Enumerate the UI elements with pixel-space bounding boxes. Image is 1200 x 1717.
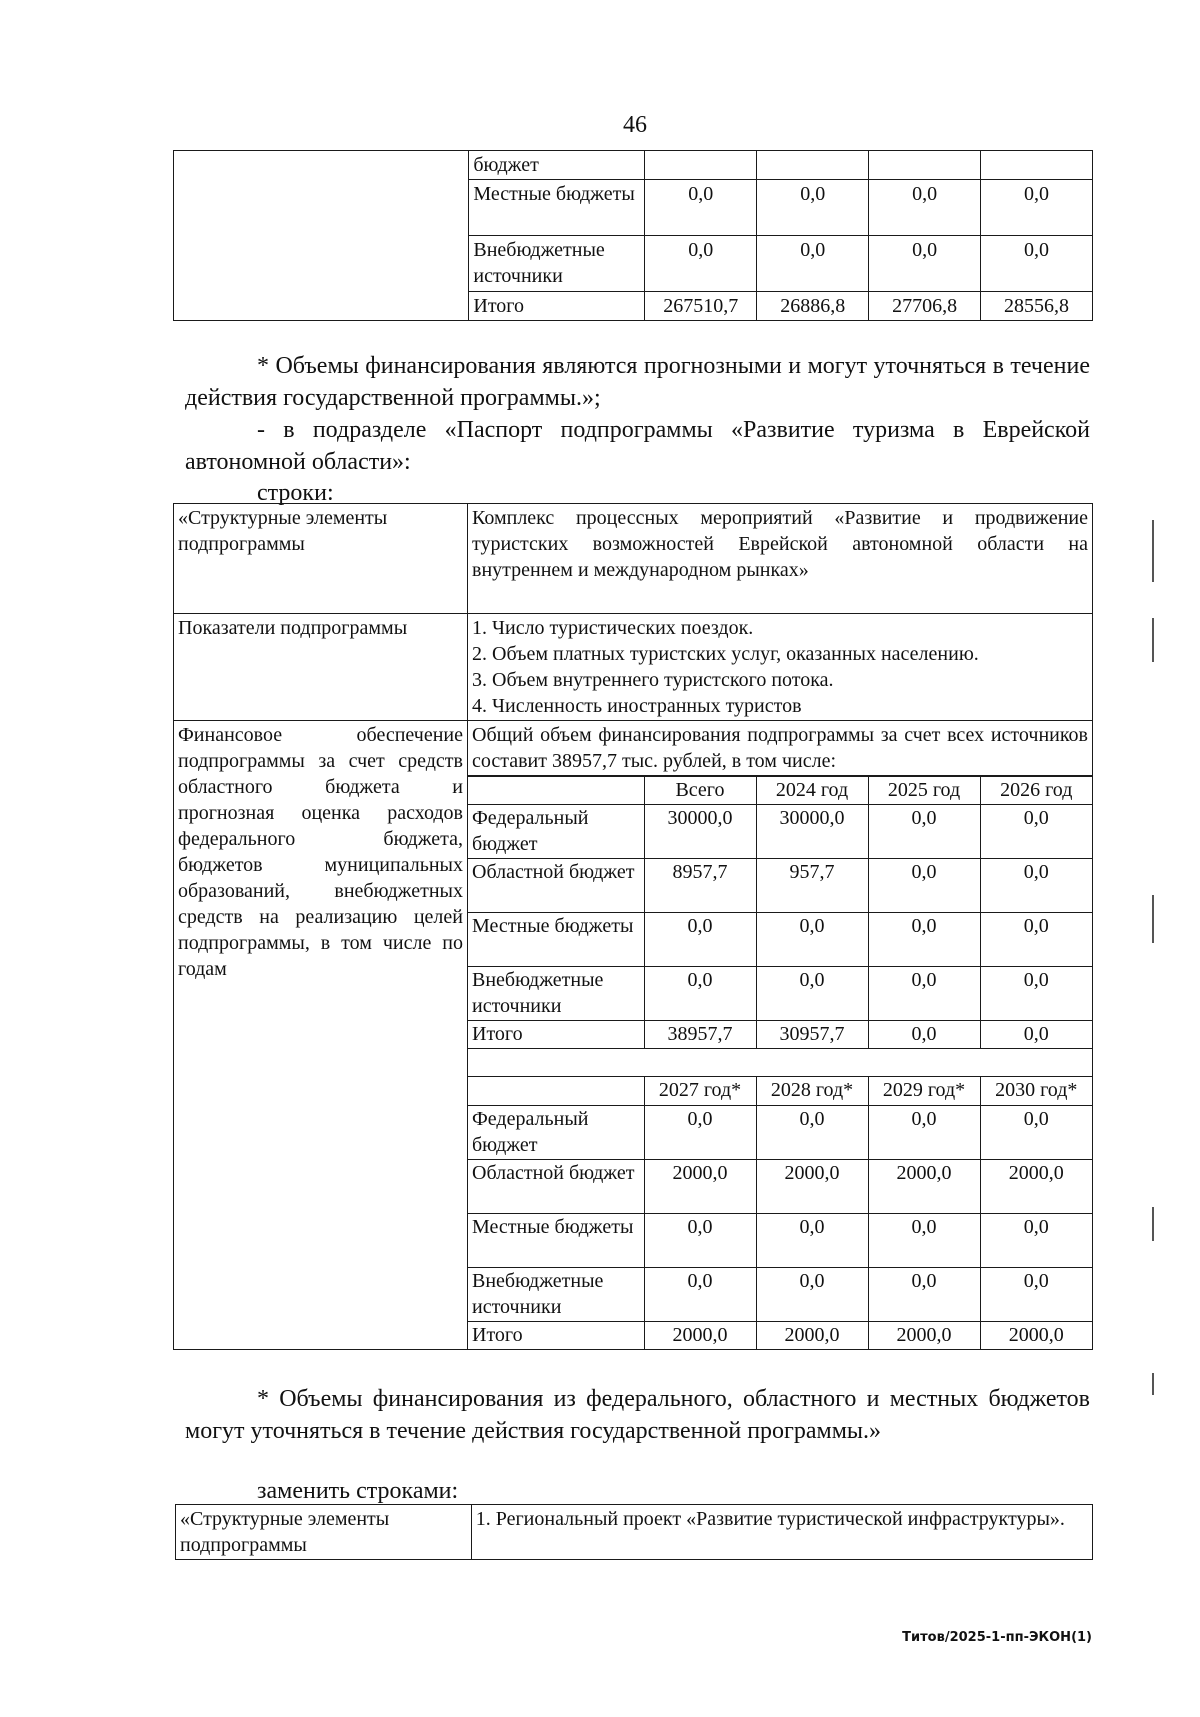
- financing-label: Финансовое обеспечение подпрограммы за счет средств областного бюджета и прогнозная оценка расходов федерального бюджета, бюджетов муниципальных образований, внебюджетных средств на реализацию целей подпрограммы, в том числе по годам: [174, 721, 468, 1350]
- column-header: 2027 год*: [644, 1077, 756, 1105]
- row-label: бюджет: [469, 151, 645, 180]
- financing-table-2027: 2027 год* 2028 год* 2029 год* 2030 год* Федеральный бюджет 0,0 0,0 0,0 0,0 Областной бюджет 2000,0 2000,0 2000,0 2000,0 Местные бюджеты 0,0 0,0 0,0 0,0 Внебюджетные источники 0,0 0,0 0,0 0,0 Итого 2000,0 2000,0 2000,0 2000,0: [468, 1077, 1092, 1349]
- indicator-item: 4. Численность иностранных туристов: [472, 695, 802, 717]
- empty-left-cell: [174, 151, 469, 321]
- spacer-row: [468, 1049, 1092, 1077]
- row-label: Внебюджетные источники: [469, 236, 645, 292]
- indicator-item: 2. Объем платных туристских услуг, оказанных населению.: [472, 643, 979, 665]
- indicators-label: Показатели подпрограммы: [174, 614, 468, 721]
- indicators-list: [468, 614, 1093, 721]
- label-stroki: строки:: [257, 480, 334, 506]
- label-zamenit: заменить строками:: [257, 1478, 459, 1504]
- continuation-table: бюджет Местные бюджеты 0,0 0,0 0,0 0,0 Внебюджетные источники 0,0 0,0 0,0 0,0 Итого 267510,7 26886,8 27706,8 28556,8: [173, 150, 1093, 321]
- column-header: 2029 год*: [868, 1077, 980, 1105]
- scan-mark: [1152, 1373, 1154, 1395]
- column-header: 2026 год: [980, 777, 1092, 805]
- scan-mark: [1152, 1207, 1154, 1241]
- replacement-table: [175, 1504, 1093, 1560]
- column-header: 2030 год*: [980, 1077, 1092, 1105]
- indicator-item: 1. Число туристических поездок.: [472, 617, 754, 639]
- financing-intro: Общий объем финансирования подпрограммы за счет всех источников составит 38957,7 тыс. рублей, в том числе:: [468, 721, 1092, 776]
- row-label: Итого: [468, 1021, 644, 1049]
- document-code: Титов/2025-1-пп-ЭКОН(1): [902, 1630, 1092, 1645]
- footnote-paragraph-2: * Объемы финансирования из федерального, областного и местных бюджетов могут уточняться в течение действия государственной программы.»: [185, 1386, 1090, 1444]
- page-number: 46: [623, 112, 647, 138]
- scan-mark: [1152, 618, 1154, 662]
- column-header: 2024 год: [756, 777, 868, 805]
- column-header: Всего: [644, 777, 756, 805]
- scan-mark: [1152, 895, 1154, 943]
- passport-table: [173, 503, 1093, 1350]
- column-header: 2028 год*: [756, 1077, 868, 1105]
- column-header: 2025 год: [868, 777, 980, 805]
- row-label: Местные бюджеты: [468, 1213, 644, 1267]
- structural-elements-value: Комплекс процессных мероприятий «Развитие и продвижение туристских возможностей Еврейской автономной области на внутреннем и международном рынках»: [468, 504, 1093, 614]
- structural-elements-label: «Структурные элементы подпрограммы: [176, 1505, 472, 1560]
- structural-elements-label: «Структурные элементы подпрограммы: [174, 504, 468, 614]
- subsection-paragraph: - в подразделе «Паспорт подпрограммы «Развитие туризма в Еврейской автономной области»:: [185, 417, 1090, 475]
- row-label: Федеральный бюджет: [468, 805, 644, 859]
- row-label: Федеральный бюджет: [468, 1105, 644, 1159]
- row-label: Областной бюджет: [468, 859, 644, 913]
- row-label: Внебюджетные источники: [468, 967, 644, 1021]
- row-label: Областной бюджет: [468, 1159, 644, 1213]
- footnote-paragraph-1: * Объемы финансирования являются прогнозными и могут уточняться в течение действия государственной программы.»;: [185, 353, 1090, 411]
- indicator-item: 3. Объем внутреннего туристского потока.: [472, 669, 834, 691]
- scan-mark: [1152, 520, 1154, 582]
- structural-elements-value: 1. Региональный проект «Развитие туристической инфраструктуры».: [471, 1505, 1092, 1560]
- row-label: Внебюджетные источники: [468, 1267, 644, 1321]
- row-label: Местные бюджеты: [468, 913, 644, 967]
- financing-table-2024: Всего 2024 год 2025 год 2026 год Федеральный бюджет 30000,0 30000,0 0,0 0,0 Областной бюджет 8957,7 957,7 0,0 0,0 Местные бюджеты 0,0 0,0 0,0 0,0 Внебюджетные источники 0,0 0,0 0,0 0,0 Итого 38957,7 30957,7 0,0 0,0: [468, 776, 1092, 1077]
- row-label: Итого: [468, 1321, 644, 1349]
- financing-cell: [468, 721, 1093, 1350]
- row-label: Итого: [469, 292, 645, 321]
- row-label: Местные бюджеты: [469, 180, 645, 236]
